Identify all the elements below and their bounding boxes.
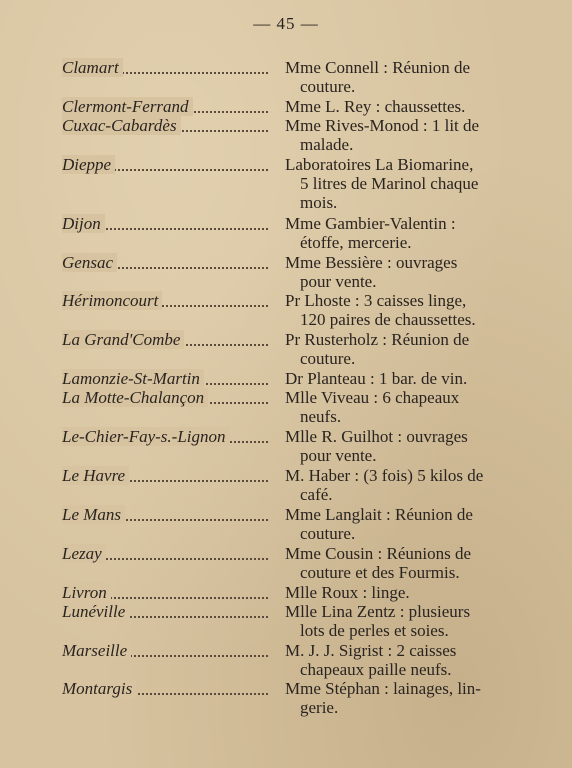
entry-description: Mme Bessière : ouvrages pour vente. xyxy=(285,253,458,291)
place-name: Dieppe xyxy=(62,155,274,174)
place-name: Le-Chier-Fay-s.-Lignon xyxy=(62,427,274,446)
entry-description: Laboratoires La Biomarine, 5 litres de Marinol chaque mois. xyxy=(285,155,479,212)
place-name: Lezay xyxy=(62,544,274,563)
entry-description: Mme Rives-Monod : 1 lit de malade. xyxy=(285,116,480,154)
place-name: Hérimoncourt xyxy=(62,291,274,310)
entry-description: Mme Gambier-Valentin : étoffe, mercerie. xyxy=(285,214,456,252)
entry-description: Mlle Viveau : 6 chapeaux neufs. xyxy=(285,388,460,426)
entry-description: Dr Planteau : 1 bar. de vin. xyxy=(285,369,468,388)
entry-description: Mme Cousin : Réunions de couture et des Fourmis. xyxy=(285,544,472,582)
entry-description: Mlle R. Guilhot : ouvrages pour vente. xyxy=(285,427,468,465)
place-name: Lamonzie-St-Martin xyxy=(62,369,274,388)
page-number: — 45 — xyxy=(253,14,319,33)
place-name: Clermont-Ferrand xyxy=(62,97,274,116)
entry-description: M. Haber : (3 fois) 5 kilos de café. xyxy=(285,466,484,504)
place-name: Clamart xyxy=(62,58,274,77)
place-name: Montargis xyxy=(62,679,274,698)
place-name: Livron xyxy=(62,583,274,602)
place-name: La Motte-Chalançon xyxy=(62,388,274,407)
place-name: La Grand'Combe xyxy=(62,330,274,349)
entry-description: M. J. J. Sigrist : 2 caisses chapeaux paille neufs. xyxy=(285,641,457,679)
place-name: Gensac xyxy=(62,253,274,272)
entry-description: Pr Rusterholz : Réunion de couture. xyxy=(285,330,470,368)
place-name: Le Havre xyxy=(62,466,274,485)
entry-description: Mlle Roux : linge. xyxy=(285,583,410,602)
entry-description: Mme Connell : Réunion de couture. xyxy=(285,58,471,96)
place-name: Lunéville xyxy=(62,602,274,621)
entry-description: Mme Langlait : Réunion de couture. xyxy=(285,505,473,543)
entry-description: Mme Stéphan : lainages, lin- gerie. xyxy=(285,679,481,717)
place-name: Cuxac-Cabardès xyxy=(62,116,274,135)
place-name: Le Mans xyxy=(62,505,274,524)
entry-description: Pr Lhoste : 3 caisses linge, 120 paires de chaussettes. xyxy=(285,291,476,329)
entry-description: Mme L. Rey : chaussettes. xyxy=(285,97,466,116)
place-name: Marseille xyxy=(62,641,274,660)
place-name: Dijon xyxy=(62,214,274,233)
entry-description: Mlle Lina Zentz : plusieurs lots de perles et soies. xyxy=(285,602,471,640)
